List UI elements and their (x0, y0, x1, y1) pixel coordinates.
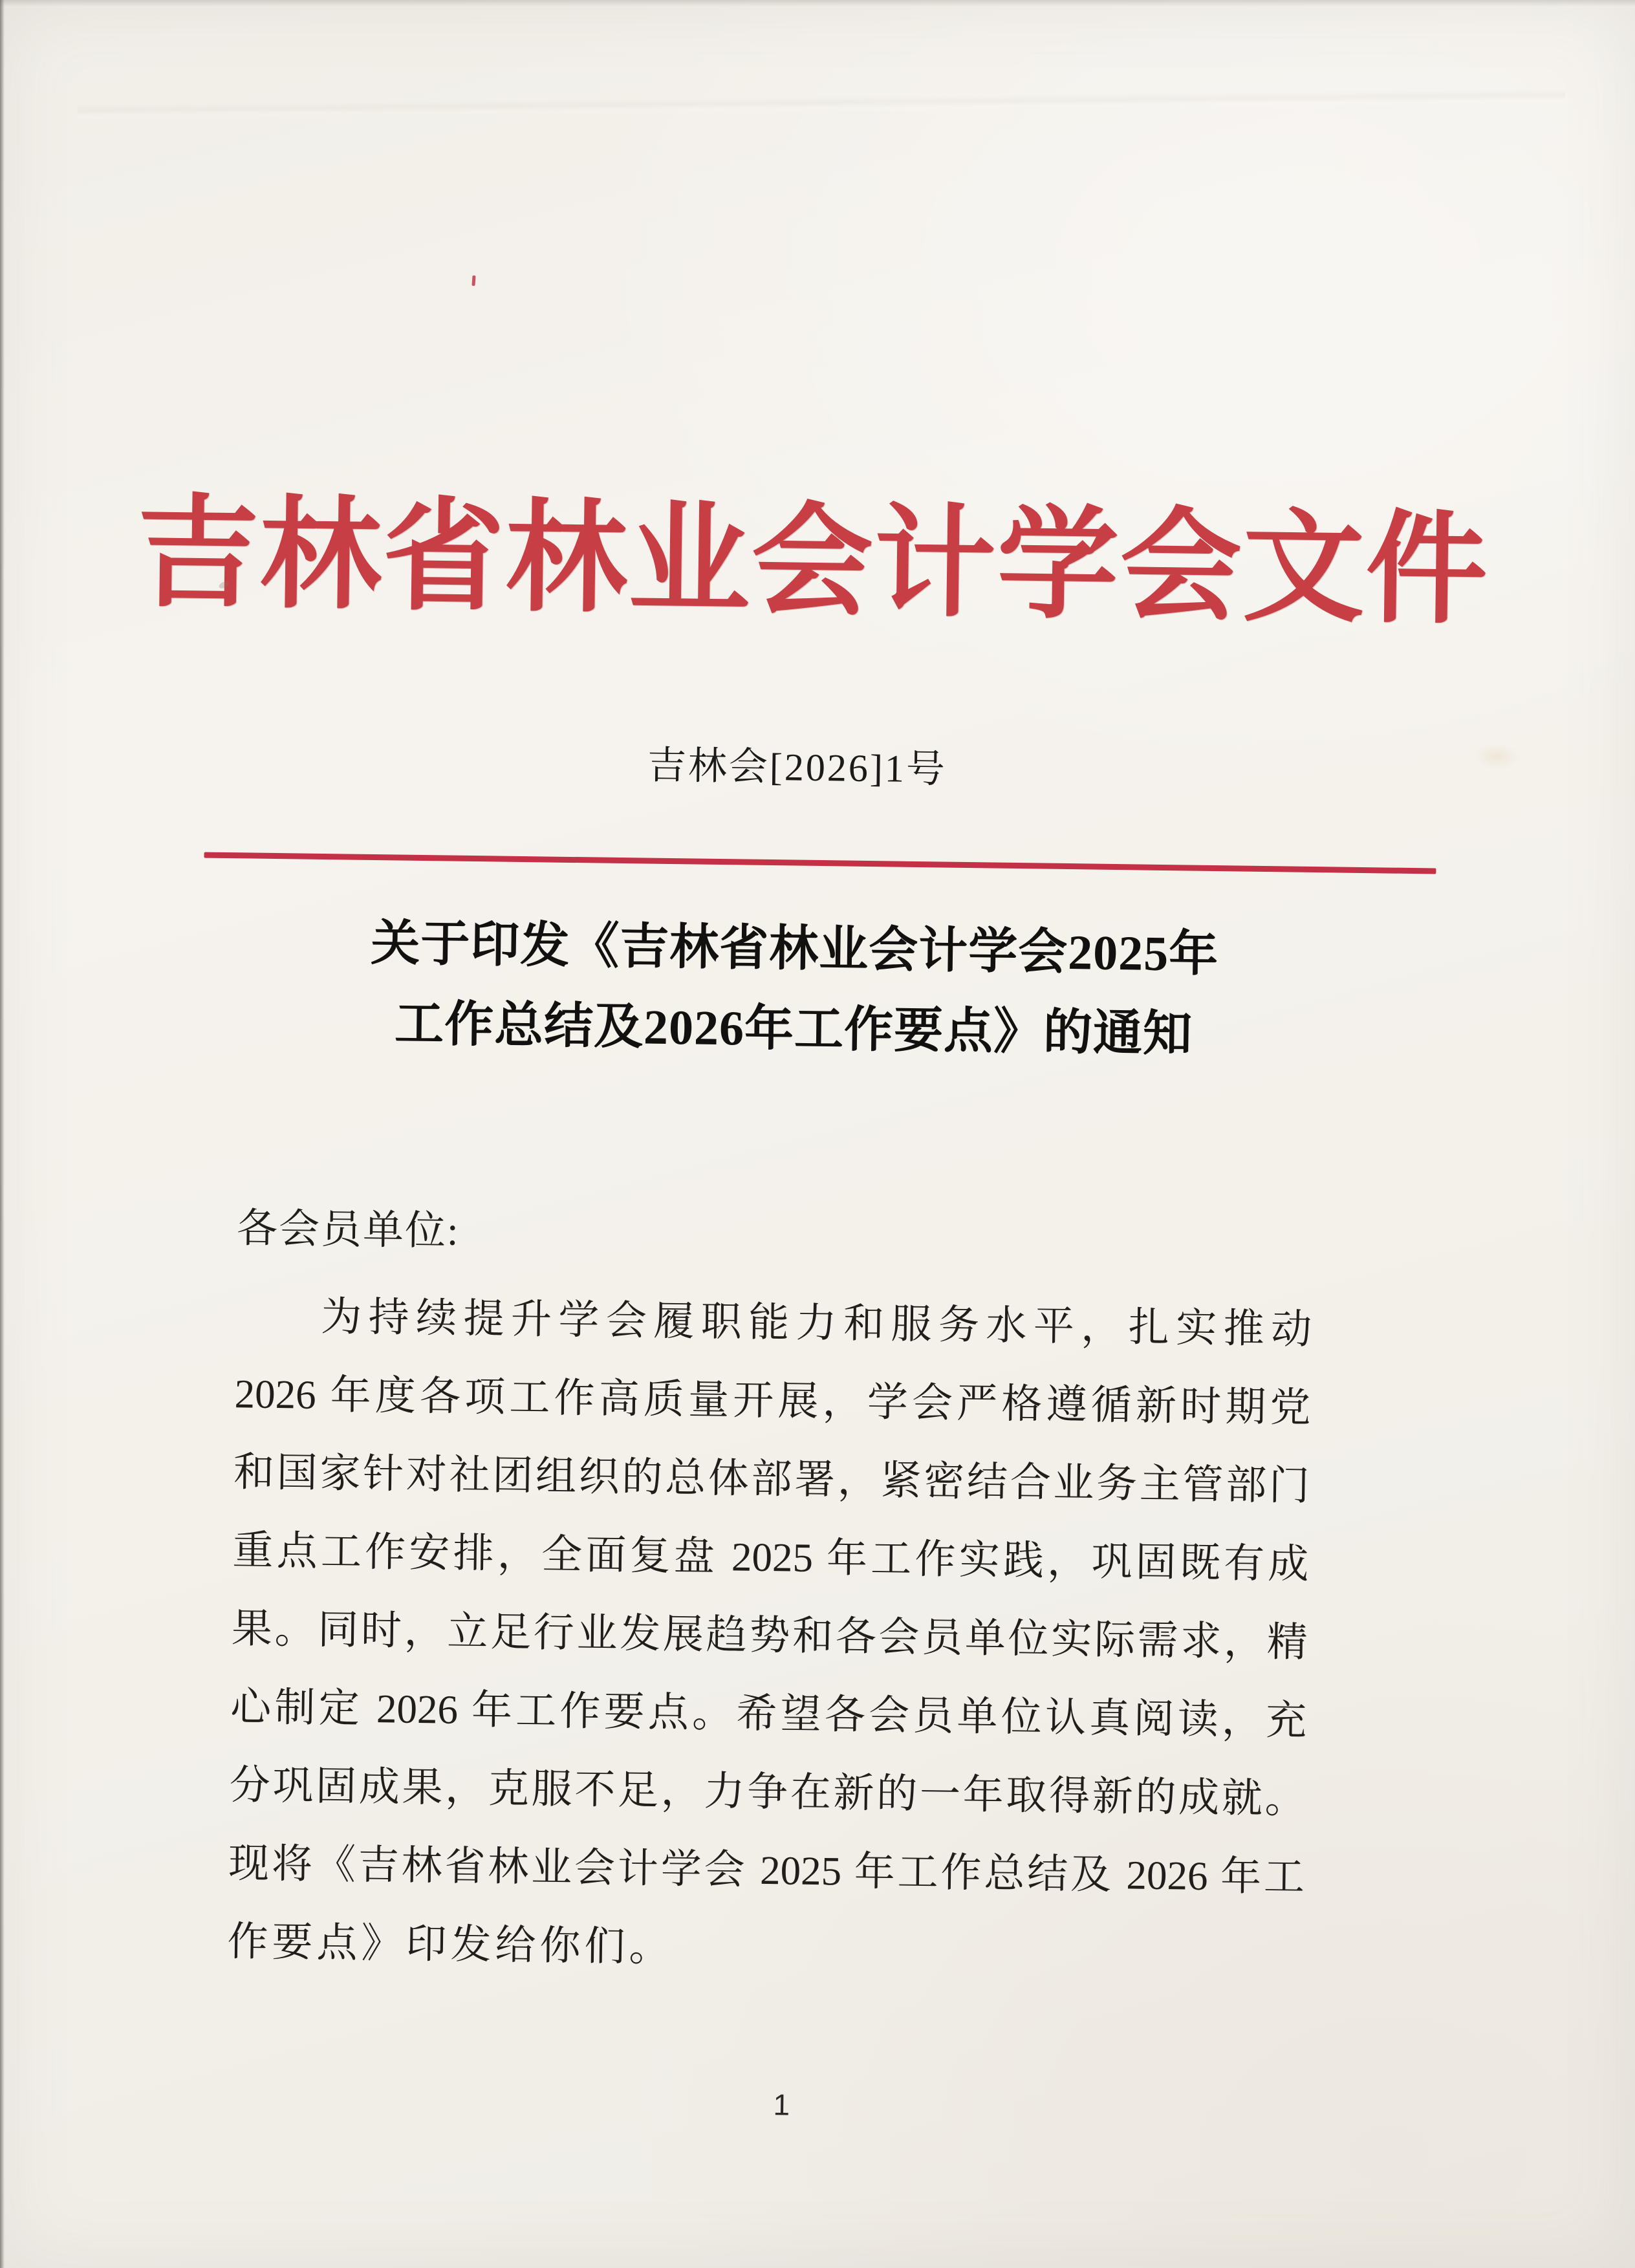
red-divider-line (204, 852, 1436, 874)
salutation: 各会员单位: (236, 1205, 460, 1254)
body-line: 为持续提升学会履职能力和服务水平，扎实推动 (320, 1293, 1312, 1353)
body-line: 果。同时，立足行业发展趋势和各会员单位实际需求，精 (231, 1606, 1308, 1665)
scan-smudge (1475, 744, 1520, 770)
body-line: 重点工作安排，全面复盘 2025 年工作实践，巩固既有成 (232, 1528, 1309, 1587)
notice-title (56, 900, 1532, 1079)
body-line: 分巩固成果，克服不足，力争在新的一年取得新的成就。 (229, 1762, 1306, 1822)
scan-edge-shadow-top (0, 0, 1635, 6)
body-paragraph (227, 1277, 1312, 1995)
letterhead-org-title: 吉林省林业会计学会文件 (136, 486, 1489, 639)
document-number: 吉林会[2026]1号 (647, 744, 947, 791)
body-line: 和国家针对社团组织的总体部署，紧密结合业务主管部门 (233, 1449, 1310, 1509)
body-line: 现将《吉林省林业会计学会 2025 年工作总结及 2026 年工 (228, 1841, 1305, 1900)
body-line: 心制定 2026 年工作要点。希望各会员单位认真阅读，充 (230, 1684, 1307, 1744)
page-number: 1 (773, 2088, 790, 2122)
scan-edge-shadow-left (0, 0, 5, 2268)
notice-title-line-2: 工作总结及2026年工作要点》的通知 (394, 997, 1193, 1062)
body-line: 作要点》印发给你们。 (227, 1919, 674, 1971)
body-line: 2026 年度各项工作高质量开展，学会严格遵循新时期党 (234, 1371, 1311, 1431)
notice-title-line-1: 关于印发《吉林省林业会计学会2025年 (370, 916, 1219, 982)
